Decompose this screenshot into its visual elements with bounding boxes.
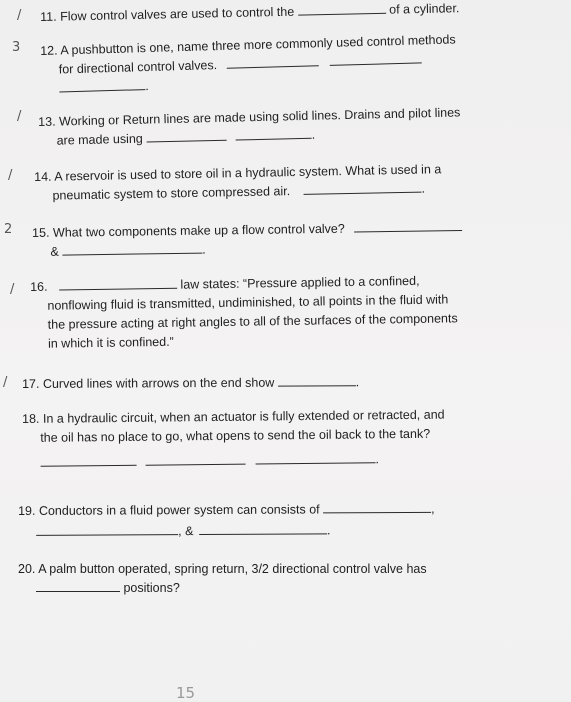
question-text: pneumatic system to store compressed air. (52, 184, 291, 203)
question-text: for directional control valves. (58, 58, 218, 77)
grade-mark-13: / (17, 109, 22, 124)
question-text: Working or Return lines are made using solid lines. Drains and pilot lines (58, 105, 461, 129)
ampersand: & (50, 244, 59, 259)
question-text: the pressure acting at right angles to all of the surfaces of the components (47, 311, 458, 332)
question-number: 12. (40, 43, 58, 58)
question-number: 14. (34, 169, 52, 184)
grade-mark-16: / (10, 282, 15, 297)
grade-mark-12: 3 (12, 40, 21, 55)
answer-blank-2[interactable] (330, 50, 422, 66)
question-text: positions? (123, 581, 180, 595)
question-text: are made using (56, 131, 143, 148)
question-number: 20. (18, 562, 36, 576)
question-number: 13. (38, 114, 56, 129)
answer-blank-3[interactable] (255, 450, 375, 464)
grade-mark-17: / (3, 375, 8, 390)
question-text: A pushbutton is one, name three more commonly used control methods (60, 32, 456, 58)
answer-blank-1[interactable] (323, 500, 431, 514)
answer-blank-1[interactable] (146, 128, 226, 143)
question-text: in which it is confined.” (47, 334, 174, 351)
question-number: 11. (40, 9, 57, 24)
answer-blank-3[interactable] (59, 77, 145, 92)
question-19 (18, 500, 435, 542)
answer-blank-2[interactable] (146, 452, 246, 466)
grade-mark-14: / (8, 168, 13, 183)
answer-blank-2[interactable] (236, 126, 312, 141)
question-12 (40, 30, 457, 99)
period: . (202, 242, 206, 257)
grade-mark-15: 2 (4, 222, 13, 237)
question-18 (22, 406, 445, 473)
handwritten-score: 15 (176, 684, 196, 702)
question-text: What two components make up a flow control valve? (52, 221, 345, 240)
question-20 (18, 560, 427, 598)
question-14 (34, 160, 442, 206)
question-number: 17. (22, 376, 40, 391)
answer-blank-2[interactable] (62, 241, 202, 256)
comma: , (431, 501, 435, 516)
period: . (355, 375, 360, 390)
answer-blank-2[interactable] (36, 522, 178, 536)
question-number: 19. (18, 503, 36, 518)
question-number: 18. (22, 411, 40, 426)
question-number: 16. (30, 279, 48, 294)
answer-blank[interactable] (59, 276, 177, 291)
question-text: the oil has no place to go, what opens to send the oil back to the tank? (40, 426, 431, 445)
answer-blank[interactable] (36, 579, 120, 592)
question-17 (22, 373, 359, 394)
period: . (311, 127, 316, 142)
answer-blank-1[interactable] (226, 53, 318, 69)
answer-blank-1[interactable] (40, 453, 136, 467)
period: . (421, 181, 426, 196)
question-text: A palm button operated, spring return, 3/2 directional control valve has (38, 562, 427, 576)
grade-mark-11: / (17, 8, 22, 23)
answer-blank-1[interactable] (354, 218, 462, 233)
question-text: A reservoir is used to store oil in a hydraulic system. What is used in a (54, 162, 442, 184)
question-text: Conductors in a fluid power system can consists of (38, 502, 320, 518)
question-text: nonflowing fluid is transmitted, undiminished, to all points in the fluid with (47, 292, 449, 313)
question-text: Flow control valves are used to control the (59, 4, 295, 24)
question-text: Curved lines with arrows on the end show (42, 375, 275, 391)
question-text: In a hydraulic circuit, when an actuator is fully extended or retracted, and (42, 407, 445, 426)
answer-blank[interactable] (298, 1, 386, 16)
answer-blank[interactable] (303, 180, 421, 195)
answer-blank[interactable] (278, 373, 356, 386)
separator: , & (178, 524, 194, 539)
period: . (145, 78, 149, 94)
answer-blank-3[interactable] (199, 521, 327, 535)
question-13 (38, 103, 461, 151)
question-16 (30, 271, 458, 354)
question-number: 15. (32, 225, 50, 240)
question-15 (32, 218, 463, 262)
question-text: law states: “Pressure applied to a confined, (180, 273, 420, 292)
period: . (326, 523, 331, 538)
question-text-end: of a cylinder. (389, 1, 460, 17)
question-11 (40, 0, 460, 27)
period: . (375, 452, 380, 467)
